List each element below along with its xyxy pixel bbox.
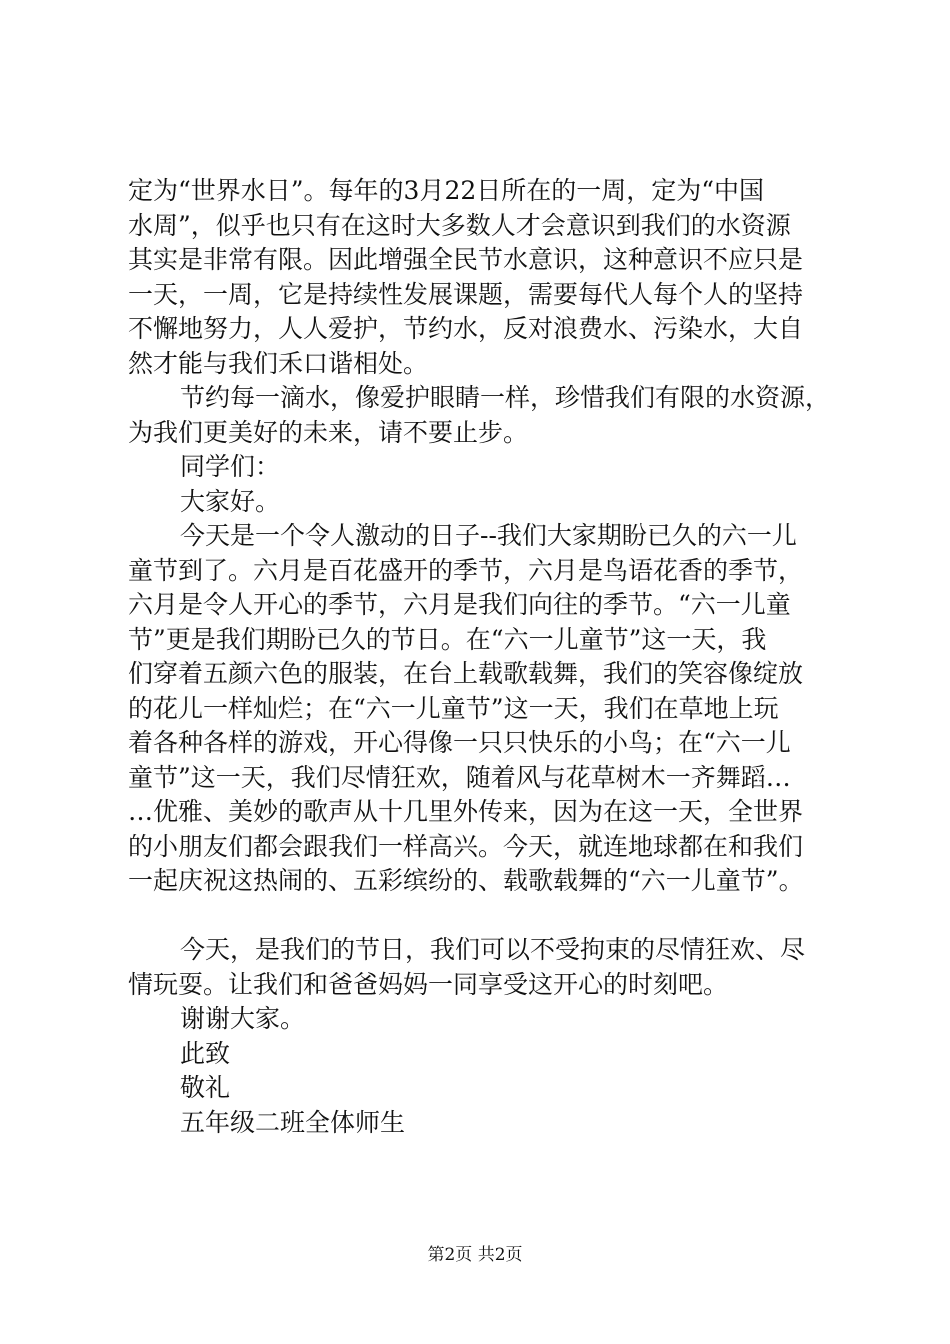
thanks-line: 谢谢大家。: [180, 1004, 306, 1033]
text-line: 童节”这一天，我们尽情狂欢，随着风与花草树木一齐舞蹈…: [128, 762, 791, 792]
greeting: 大家好。: [180, 486, 281, 516]
text-line: 童节到了。六月是百花盛开的季节，六月是鸟语花香的季节，: [128, 555, 804, 585]
text-line: 们穿着五颜六色的服装，在台上载歌载舞，我们的笑容像绽放: [128, 659, 804, 688]
text-line: …优雅、美妙的歌声从十几里外传来，因为在这一天，全世界: [128, 797, 804, 826]
document-body: [128, 174, 848, 1140]
text-line: 其实是非常有限。因此增强全民节水意识，这种意识不应只是: [128, 245, 804, 274]
text-line: 一起庆祝这热闹的、五彩缤纷的、载歌载舞的“六一儿童节”。: [128, 866, 804, 895]
text-line: 情玩耍。让我们和爸爸妈妈一同享受这开心的时刻吧。: [128, 969, 729, 999]
text-line: 的花儿一样灿烂；在“六一儿童节”这一天，我们在草地上玩: [128, 693, 779, 723]
text-line: 然才能与我们禾口谐相处。: [128, 348, 429, 378]
text-line: 今天是一个令人激动的日子--我们大家期盼已久的六一儿: [180, 521, 797, 550]
text-line: 节约每一滴水，像爱护眼睛一样，珍惜我们有限的水资源，: [180, 383, 831, 412]
salutation: 同学们：: [180, 452, 281, 481]
page-number: 第2页 共2页: [427, 1245, 523, 1265]
text-line: 不懈地努力，人人爱护，节约水，反对浪费水、污染水，大自: [128, 314, 804, 343]
text-line: 今天，是我们的节日，我们可以不受拘束的尽情狂欢、尽: [180, 935, 806, 964]
text-line: 定为“世界水日”。每年的3月22日所在的一周，定为“中国: [128, 176, 765, 205]
text-line: 为我们更美好的未来，请不要止步。: [128, 417, 529, 447]
closing-regards: 敬礼: [180, 1073, 231, 1102]
text-line: 水周”，似乎也只有在这时大多数人才会意识到我们的水资源: [128, 210, 791, 240]
text-line: 节”更是我们期盼已久的节日。在“六一儿童节”这一天，我: [128, 624, 767, 654]
text-line: 一天，一周，它是持续性发展课题，需要每代人每个人的坚持: [128, 279, 804, 309]
text-line: 六月是令人开心的季节，六月是我们向往的季节。“六一儿童: [128, 590, 791, 619]
closing-line: 此致: [180, 1038, 231, 1068]
paragraph-gap: [128, 899, 848, 934]
text-line: 的小朋友们都会跟我们一样高兴。今天，就连地球都在和我们: [128, 831, 804, 861]
text-line: 着各种各样的游戏，开心得像一只只快乐的小鸟；在“六一儿: [128, 728, 791, 757]
signature-line: 五年级二班全体师生: [180, 1107, 406, 1137]
